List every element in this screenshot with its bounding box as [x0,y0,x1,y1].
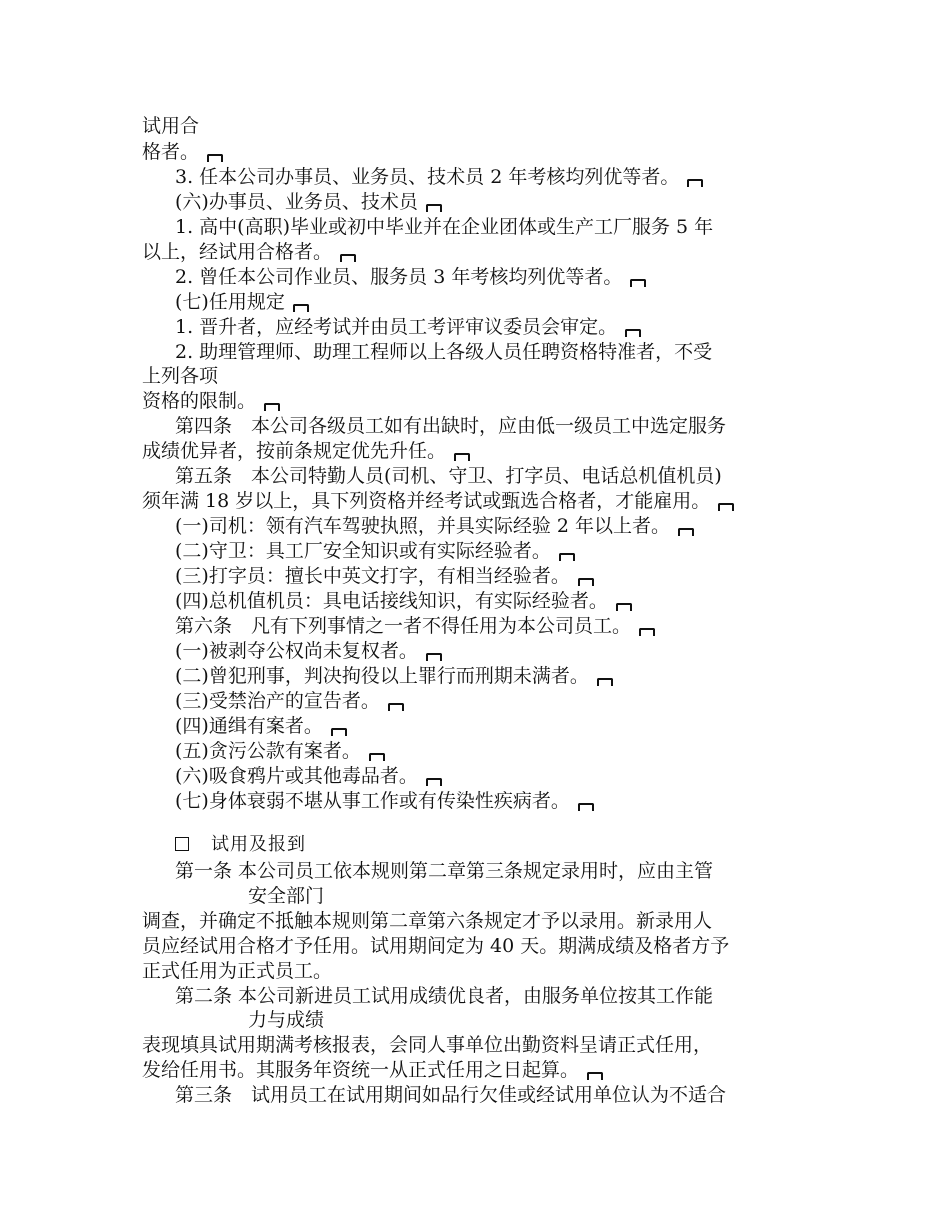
paragraph-mark-icon [207,154,223,162]
text-line: 安全部门 [248,885,325,907]
paragraph-mark-icon [678,528,694,536]
text-line: (一)司机：领有汽车驾驶执照，并具实际经验 2 年以上者。 [175,513,694,539]
text-line: (六)吸食鸦片或其他毒品者。 [175,763,442,789]
text-line: (六)办事员、业务员、技术员 [175,189,442,215]
text-line: 调查，并确定不抵触本规则第二章第六条规定才予以录用。新录用人 [142,910,713,932]
text-line: (四)总机值机员：具电话接线知识，有实际经验者。 [175,588,632,614]
text-line: 须年满 18 岁以上，具下列资格并经考试或甄选合格者，才能雇用。 [142,488,734,514]
paragraph-mark-icon [388,703,404,711]
paragraph-mark-icon [597,678,613,686]
text-line: 1. 高中(高职)毕业或初中毕业并在企业团体或生产工厂服务 5 年 [175,216,714,238]
text-line: 试用合 [142,115,200,137]
paragraph-mark-icon [687,179,703,187]
paragraph-mark-icon [426,653,442,661]
text-line: (一)被剥夺公权尚未复权者。 [175,638,442,664]
paragraph-mark-icon [426,204,442,212]
checkbox-square-icon [175,837,189,851]
text-line: 第四条 本公司各级员工如有出缺时，应由低一级员工中选定服务 [175,415,727,437]
text-line: 表现填具试用期满考核报表，会同人事单位出勤资料呈请正式任用， [142,1034,713,1056]
text-line: 员应经试用合格才予任用。试用期间定为 40 天。期满成绩及格者方予 [142,935,730,957]
paragraph-mark-icon [587,1072,603,1080]
paragraph-mark-icon [331,728,347,736]
paragraph-mark-icon [639,628,655,636]
text-line: 第六条 凡有下列事情之一者不得任用为本公司员工。 [175,613,655,639]
paragraph-mark-icon [340,254,356,262]
text-line: 2. 助理管理师、助理工程师以上各级人员任聘资格特准者，不受 [175,341,713,363]
text-line: 力与成绩 [248,1009,325,1031]
text-line: (七)身体衰弱不堪从事工作或有传染性疾病者。 [175,788,594,814]
paragraph-mark-icon [630,279,646,287]
text-line: 发给任用书。其服务年资统一从正式任用之日起算。 [142,1057,603,1083]
text-line: (二)守卫：具工厂安全知识或有实际经验者。 [175,538,575,564]
paragraph-mark-icon [454,453,470,461]
text-line: 成绩优异者，按前条规定优先升任。 [142,438,470,464]
section-heading [175,832,306,858]
paragraph-mark-icon [578,578,594,586]
text-line: 格者。 [142,139,223,165]
paragraph-mark-icon [264,403,280,411]
paragraph-mark-icon [369,753,385,761]
paragraph-mark-icon [559,553,575,561]
section-title: 试用及报到 [211,834,306,855]
paragraph-mark-icon [616,603,632,611]
text-line: 第三条 试用员工在试用期间如品行欠佳或经试用单位认为不适合 [175,1084,727,1106]
text-line: 资格的限制。 [142,388,280,414]
text-line: (三)受禁治产的宣告者。 [175,688,404,714]
text-line: 1. 晋升者，应经考试并由员工考评审议委员会审定。 [175,314,641,340]
text-line: (四)通缉有案者。 [175,713,347,739]
text-line: 以上，经试用合格者。 [142,239,356,265]
text-line: 第五条 本公司特勤人员(司机、守卫、打字员、电话总机值机员) [175,465,722,487]
text-line: (七)任用规定 [175,289,309,315]
text-line: 3. 任本公司办事员、业务员、技术员 2 年考核均列优等者。 [175,164,703,190]
paragraph-mark-icon [625,329,641,337]
paragraph-mark-icon [578,803,594,811]
paragraph-mark-icon [426,778,442,786]
text-line: 2. 曾任本公司作业员、服务员 3 年考核均列优等者。 [175,264,646,290]
text-line: (三)打字员：擅长中英文打字，有相当经验者。 [175,563,594,589]
text-line: 第一条 本公司员工依本规则第二章第三条规定录用时，应由主管 [175,860,714,882]
text-line: (五)贪污公款有案者。 [175,738,385,764]
text-line: 第二条 本公司新进员工试用成绩优良者，由服务单位按其工作能 [175,985,714,1007]
text-line: 上列各项 [142,365,219,387]
paragraph-mark-icon [718,503,734,511]
paragraph-mark-icon [293,304,309,312]
text-line: 正式任用为正式员工。 [142,960,333,982]
text-line: (二)曾犯刑事，判决拘役以上罪行而刑期未满者。 [175,663,613,689]
